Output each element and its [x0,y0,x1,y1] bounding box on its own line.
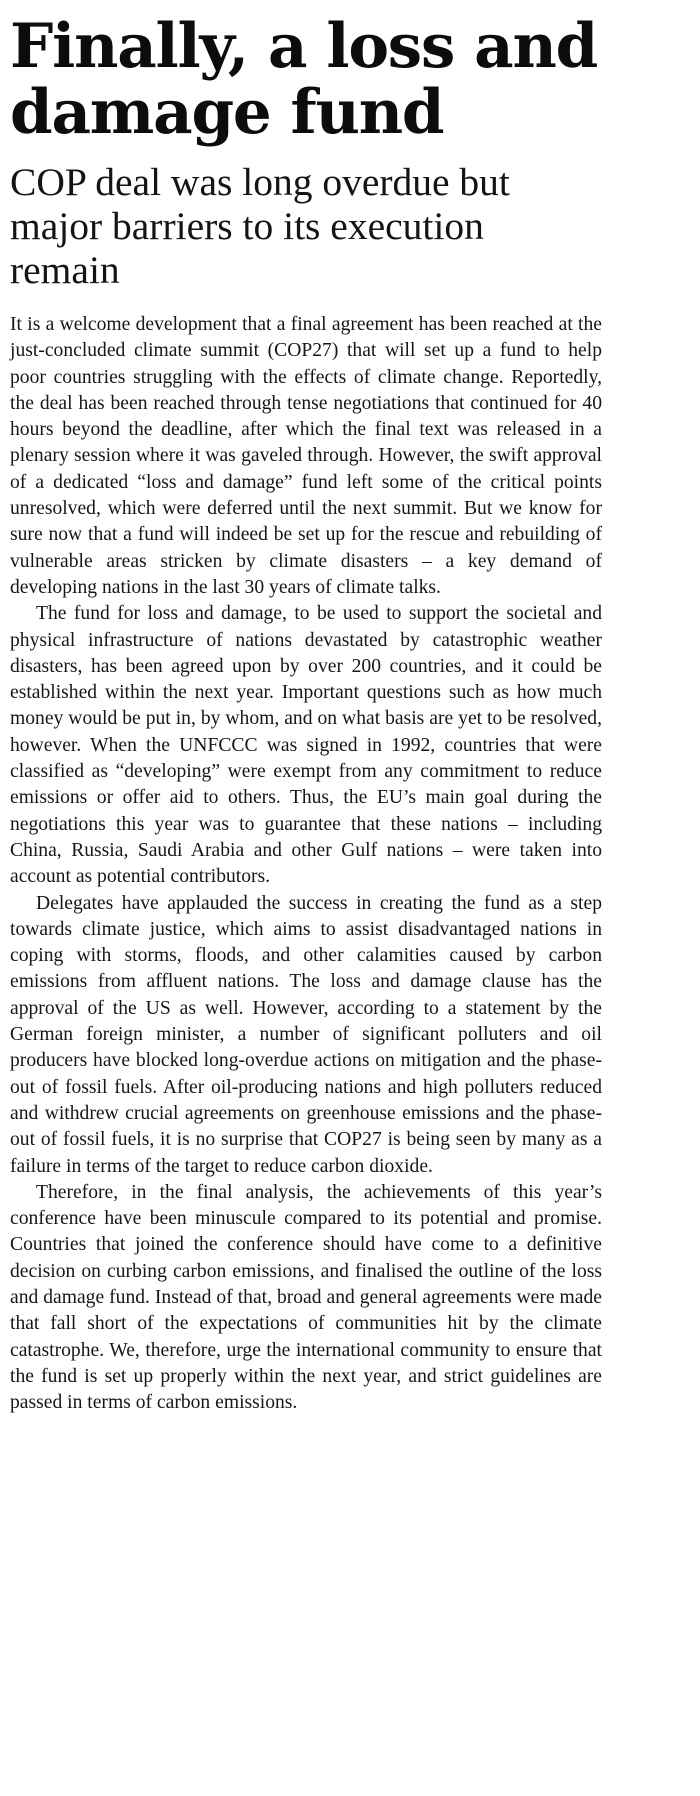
headline: Finally, a loss and damage fund [10,11,598,148]
editorial-article [10,11,602,1416]
paragraph-2: The fund for loss and damage, to be used to support the societal and physical infrastructure of nations devastated by catastrophic weather disasters, has been agreed upon by over 200 countries, and it could be established within the next year. Important questions such as how much money would be put in, by whom, and on what basis are yet to be resolved, however. When the UNFCCC was signed in 1992, countries that were classified as “developing” were exempt from any commitment to reduce emissions or offer aid to others. Thus, the EU’s main goal during the negotiations this year was to guarantee that these nations – including China, Russia, Saudi Arabia and other Gulf nations – were taken into account as potential contributors. [10,603,602,888]
paragraph-1: It is a welcome development that a final agreement has been reached at the just-concluded climate summit (COP27) that will set up a fund to help poor countries struggling with the effects of climate change. Reportedly, the deal has been reached through tense negotiations that continued for 40 hours beyond the deadline, after which the final text was released in a plenary session where it was gaveled through. However, the swift approval of a dedicated “loss and damage” fund left some of the critical points unresolved, which were deferred until the next summit. But we know for sure now that a fund will indeed be set up for the rescue and rebuilding of vulnerable areas stricken by climate disasters – a key demand of developing nations in the last 30 years of climate talks. [10,314,602,598]
article-body [10,312,602,1416]
paragraph-4: Therefore, in the final analysis, the achievements of this year’s conference have been minuscule compared to its potential and promise. Countries that joined the conference should have come to a definitive decision on curbing carbon emissions, and finalised the outline of the loss and damage fund. Instead of that, broad and general agreements were made that fall short of the expectations of communities hit by the climate catastrophe. We, therefore, urge the international community to ensure that the fund is set up properly within the next year, and strict guidelines are passed in terms of carbon emissions. [10,1181,602,1414]
paragraph-3: Delegates have applauded the success in creating the fund as a step towards climate justice, which aims to assist disadvantaged nations in coping with storms, floods, and other calamities caused by carbon emissions from affluent nations. The loss and damage clause has the approval of the US as well. However, according to a statement by the German foreign minister, a number of significant polluters and oil producers have blocked long-overdue actions on mitigation and the phase-out of fossil fuels. After oil-producing nations and high polluters reduced and withdrew crucial agreements on greenhouse emissions and the phase-out of fossil fuels, it is no surprise that COP27 is being seen by many as a failure in terms of the target to reduce carbon dioxide. [10,892,602,1177]
subheadline: COP deal was long overdue but major barriers to its execution remain [10,160,510,292]
